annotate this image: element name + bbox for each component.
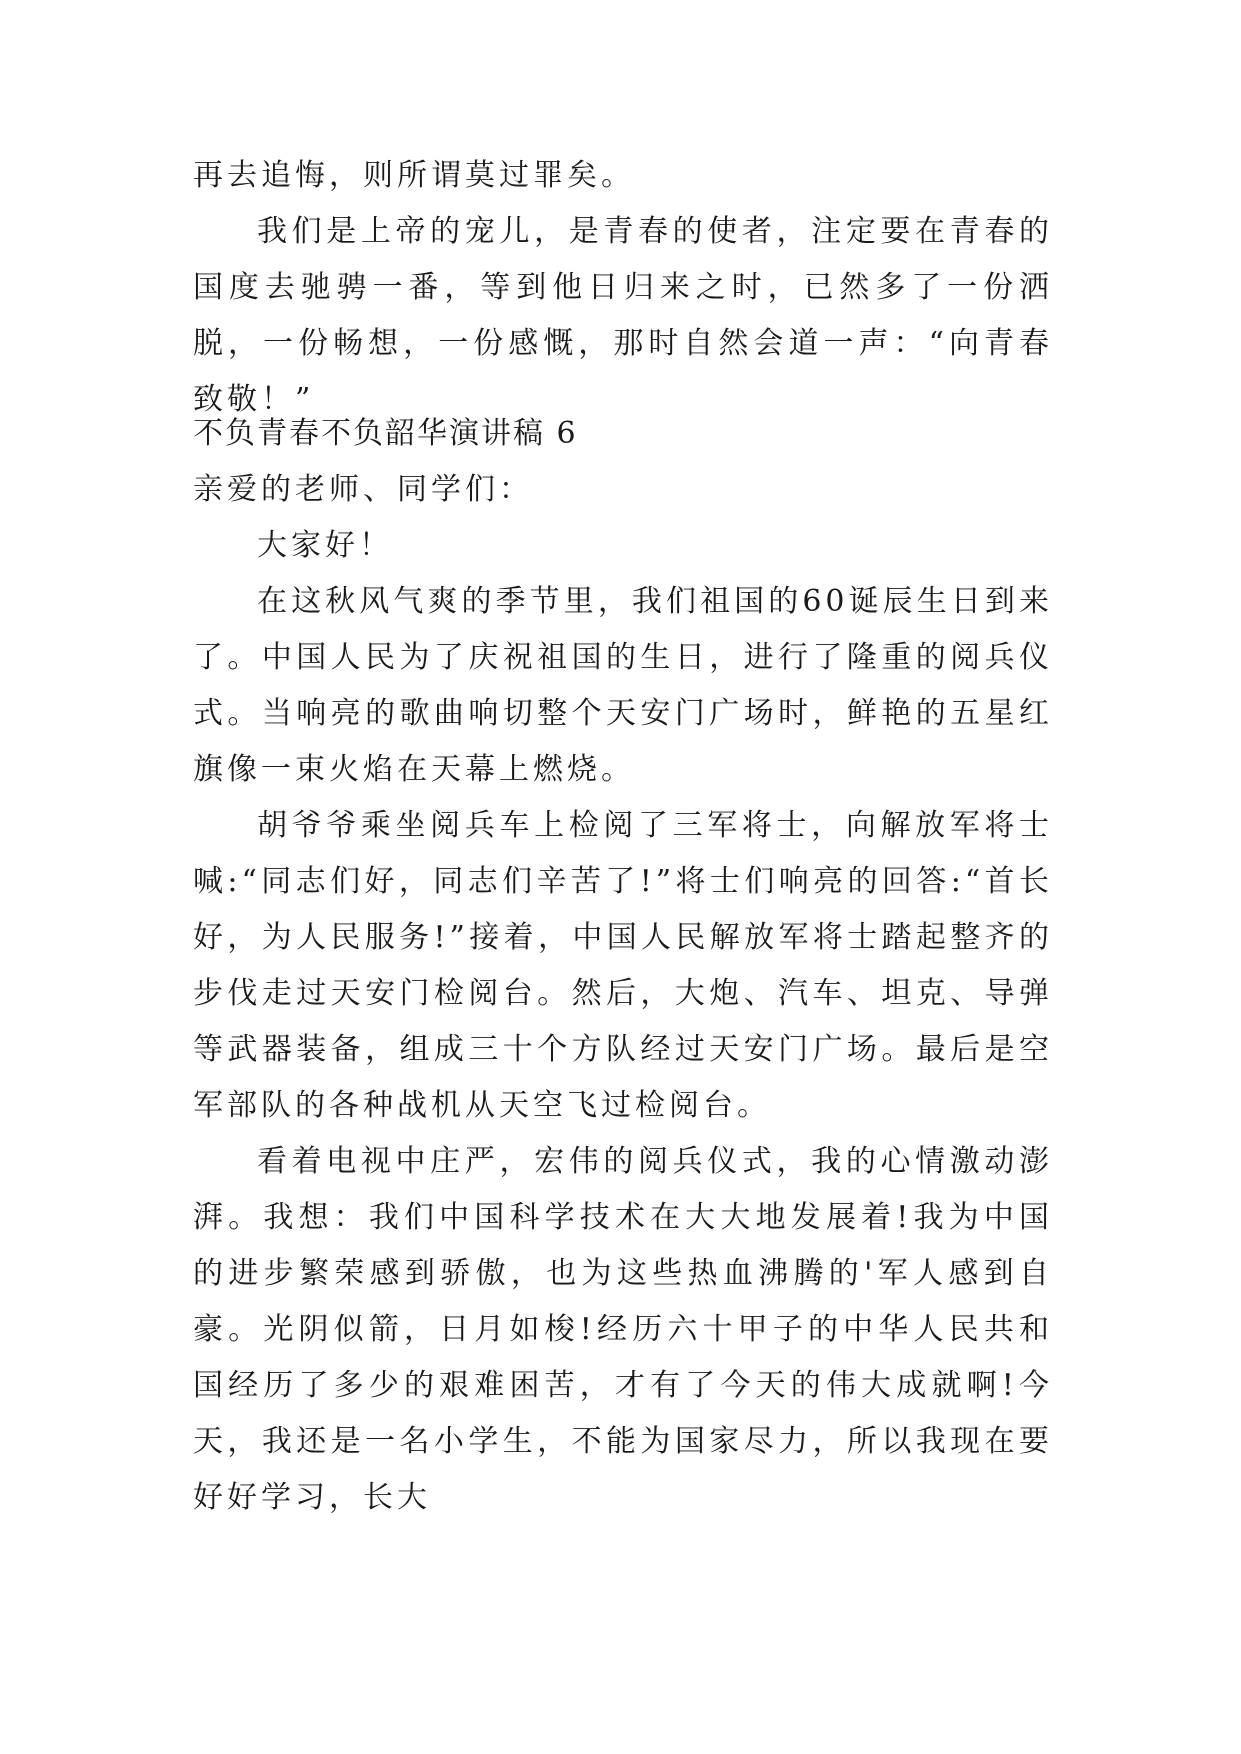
top-text-section	[193, 148, 1053, 428]
greeting: 大家好！	[257, 528, 393, 563]
body-paragraph: 看着电视中庄严，宏伟的阅兵仪式，我的心情激动澎湃。我想：我们中国科学技术在大大地发展着!我为中国的进步繁荣感到骄傲，也为这些热血沸腾的'军人感到自豪。光阴似箭，日月如梭!经历六十甲子的中华人民共和国经历了多少的艰难困苦，才有了今天的伟大成就啊!今天，我还是一名小学生，不能为国家尽力，所以我现在要好好学习，长大	[193, 1144, 1053, 1515]
body-paragraph: 在这秋风气爽的季节里，我们祖国的60诞辰生日到来了。中国人民为了庆祝祖国的生日，进行了隆重的阅兵仪式。当响亮的歌曲响切整个天安门广场时，鲜艳的五星红旗像一束火焰在天幕上燃烧。	[193, 584, 1053, 787]
salutation: 亲爱的老师、同学们：	[193, 472, 533, 507]
speech-section	[193, 406, 1053, 1526]
closing-paragraph: 我们是上帝的宠儿，是青春的使者，注定要在青春的国度去驰骋一番，等到他日归来之时，已然多了一份洒脱，一份畅想，一份感慨，那时自然会道一声：“向青春致敬！”	[193, 214, 1053, 417]
continued-paragraph: 再去追悔，则所谓莫过罪矣。	[193, 158, 635, 193]
section-title: 不负青春不负韶华演讲稿 6	[193, 416, 578, 451]
body-paragraph: 胡爷爷乘坐阅兵车上检阅了三军将士，向解放军将士喊:“同志们好，同志们辛苦了!”将士们响亮的回答:“首长好，为人民服务!”接着，中国人民解放军将士踏起整齐的步伐走过天安门检阅台。然后，大炮、汽车、坦克、导弹等武器装备，组成三十个方队经过天安门广场。最后是空军部队的各种战机从天空飞过检阅台。	[193, 808, 1053, 1123]
